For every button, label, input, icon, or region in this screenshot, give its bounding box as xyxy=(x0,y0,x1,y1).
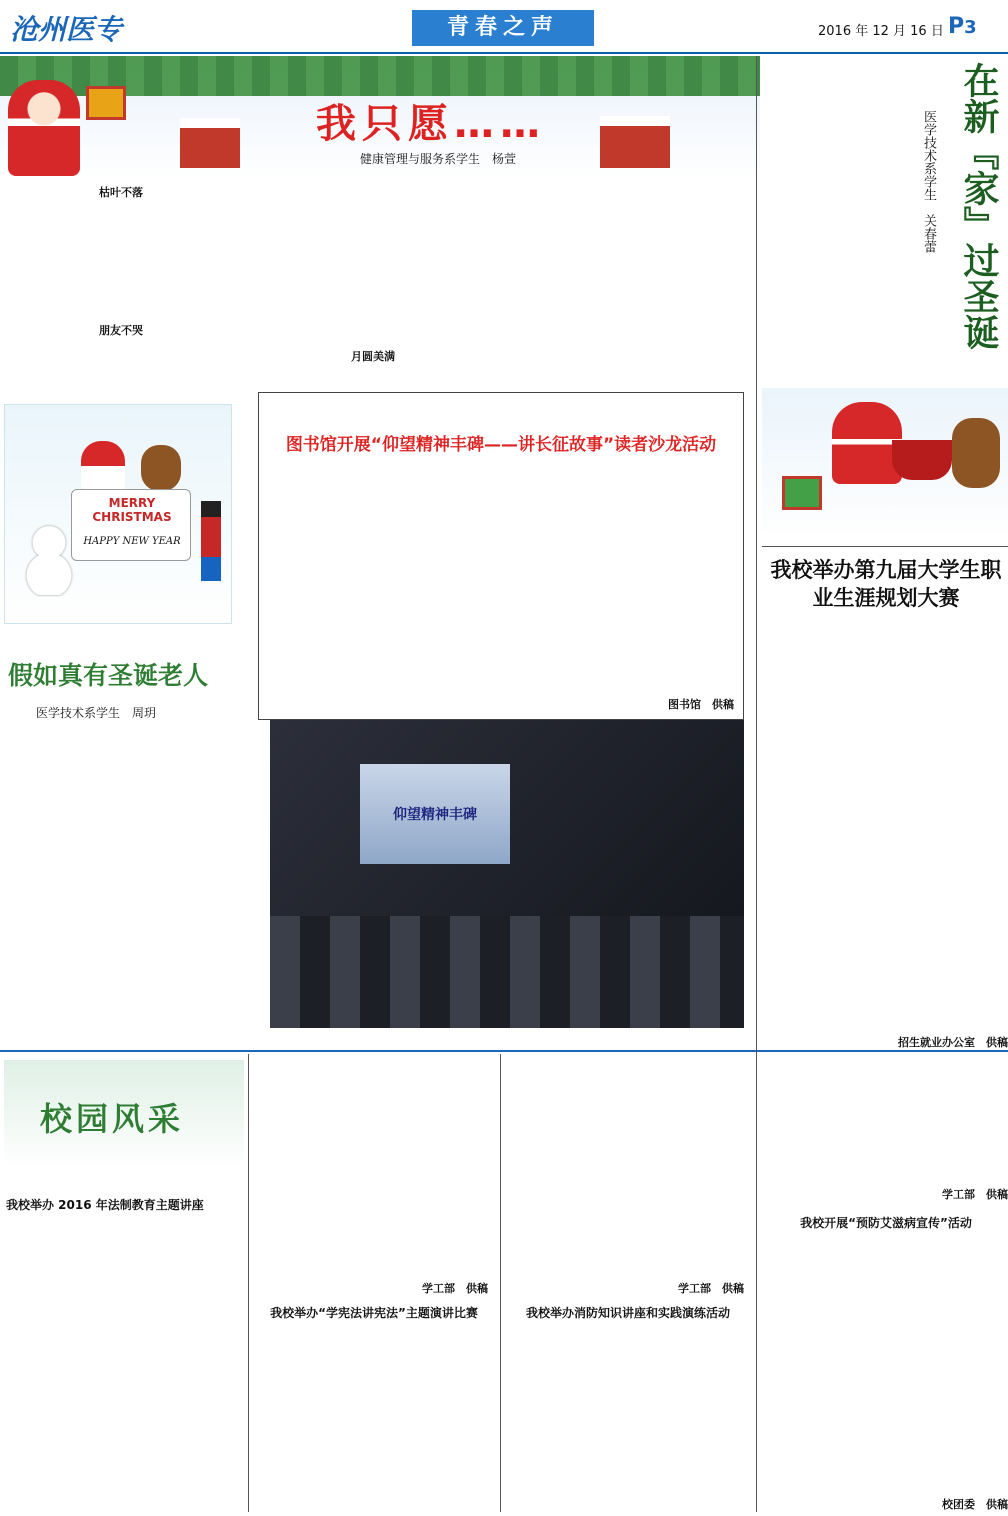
home-tail xyxy=(762,342,1006,382)
snowman-illustration xyxy=(25,525,73,595)
masthead: 沧州医专 xyxy=(10,13,123,46)
santa-illustration xyxy=(8,80,80,176)
wish-body-col2a xyxy=(256,184,490,346)
santa-title: 假如真有圣诞老人 xyxy=(8,661,209,690)
wish-byline: 健康管理与服务系学生 杨萱 xyxy=(360,152,517,166)
snow-house-illustration xyxy=(600,116,670,168)
wish-body-col1a xyxy=(6,200,236,320)
column-divider xyxy=(756,56,757,1512)
constitution-speech-body xyxy=(256,1334,492,1512)
santa-body xyxy=(6,744,238,1042)
law-lecture-title: 我校举办 2016 年法制教育主题讲座 xyxy=(6,1198,204,1212)
career-body xyxy=(764,632,1008,1030)
career-title: 我校举办第九届大学生职业生涯规划大赛 xyxy=(770,558,1002,610)
library-body-right xyxy=(506,486,738,694)
issue-date: 2016 年 12 月 16 日 xyxy=(818,24,944,39)
page-number: P3 xyxy=(948,14,977,39)
column-divider xyxy=(500,1054,501,1512)
nutcracker-illustration xyxy=(201,501,221,581)
constitution-speech-cont xyxy=(508,1054,748,1280)
santa-illustration xyxy=(81,441,125,491)
santa-sleigh-illustration xyxy=(762,388,1008,538)
christmas-banner xyxy=(0,56,760,182)
subheading: 朋友不哭 xyxy=(99,324,143,337)
aids-campaign-title: 我校开展“预防艾滋病宣传”活动 xyxy=(800,1216,972,1230)
library-credit: 图书馆 供稿 xyxy=(668,698,734,711)
wish-body-col3 xyxy=(508,184,748,384)
law-lecture-credit: 学工部 供稿 xyxy=(422,1282,488,1295)
wish-title: 我只愿…… xyxy=(316,101,546,147)
law-lecture-cont xyxy=(256,1054,492,1280)
audience-silhouettes xyxy=(270,916,744,1028)
christmas-card-illustration xyxy=(4,404,232,624)
projection-screen: 仰望精神丰碑 xyxy=(360,764,510,864)
fire-lecture-body xyxy=(508,1334,748,1512)
constitution-speech-title: 我校举办“学宪法讲宪法”主题演讲比赛 xyxy=(270,1306,478,1320)
divider xyxy=(0,1050,1008,1052)
library-title: 图书馆开展“仰望精神丰碑——讲长征故事”读者沙龙活动 xyxy=(285,435,717,455)
wish-body-col2b xyxy=(256,364,490,384)
home-byline: 医学技术系学生 关春蕾 xyxy=(921,110,936,253)
fire-lecture-credit: 学工部 供稿 xyxy=(942,1188,1008,1201)
constitution-speech-credit: 学工部 供稿 xyxy=(678,1282,744,1295)
wish-body-col1b xyxy=(6,338,236,388)
home-title: 在新『家』过圣诞 xyxy=(958,62,999,350)
snow-house-illustration xyxy=(180,118,240,168)
section-title: 青春之声 xyxy=(412,10,594,46)
divider xyxy=(762,546,1008,547)
career-credit: 招生就业办公室 供稿 xyxy=(898,1036,1008,1049)
santa-byline: 医学技术系学生 周玥 xyxy=(36,706,157,720)
reindeer-illustration xyxy=(952,418,1000,488)
fire-lecture-title: 我校举办消防知识讲座和实践演练活动 xyxy=(525,1306,730,1320)
library-body-left xyxy=(266,486,492,716)
column-divider xyxy=(248,1054,249,1512)
fire-lecture-cont xyxy=(764,1054,1008,1184)
library-event-photo xyxy=(270,720,744,1028)
subheading: 月圆美满 xyxy=(351,350,395,363)
reindeer-illustration xyxy=(141,445,181,491)
gift-icon xyxy=(782,476,822,510)
aids-campaign-credit: 校团委 供稿 xyxy=(942,1498,1008,1511)
gift-icon xyxy=(86,86,126,120)
aids-campaign-body xyxy=(764,1244,1008,1494)
subheading: 枯叶不落 xyxy=(99,186,143,199)
greeting-card: MERRY CHRISTMAS HAPPY NEW YEAR xyxy=(71,489,191,561)
sleigh-illustration xyxy=(892,440,952,480)
law-lecture-body xyxy=(6,1216,242,1512)
home-body xyxy=(762,56,912,342)
campus-banner xyxy=(4,1060,244,1168)
campus-label: 校园风采 xyxy=(40,1100,185,1138)
